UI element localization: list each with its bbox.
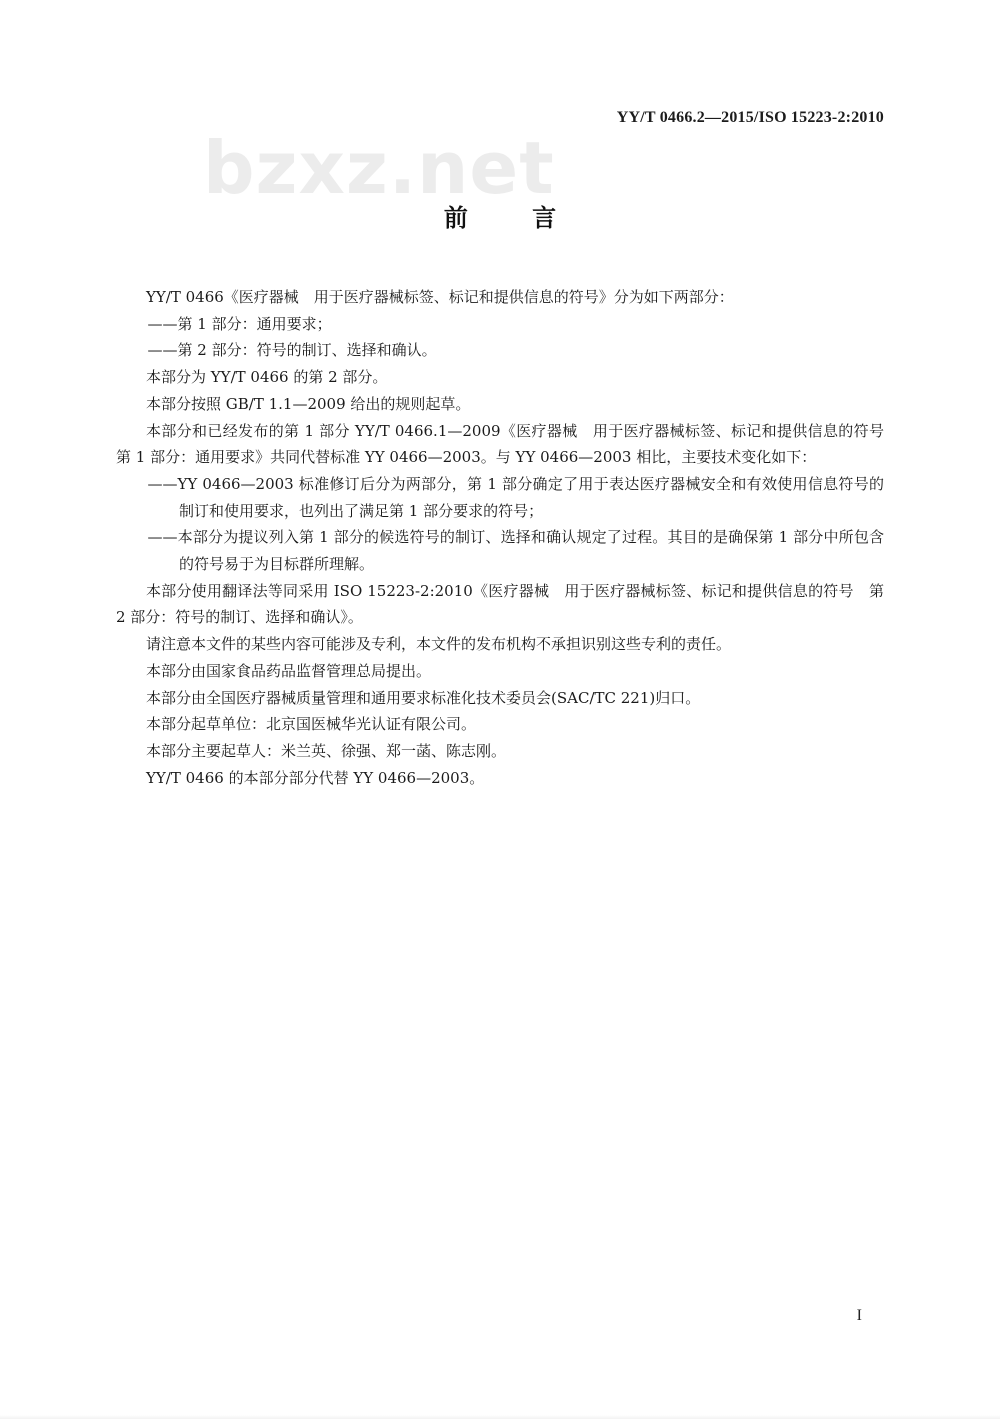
paragraph-committee: 本部分由全国医疗器械质量管理和通用要求标准化技术委员会(SAC/TC 221)归口。 — [146, 688, 701, 707]
watermark: bzxz.net — [203, 126, 555, 210]
foreword-body — [116, 284, 900, 791]
list-item-part-2: ——第 2 部分：符号的制订、选择和确认。 — [147, 341, 437, 360]
paragraph-proposed-by: 本部分由国家食品药品监督管理总局提出。 — [146, 661, 432, 680]
paragraph-replacement: 本部分和已经发布的第 1 部分 YY/T 0466.1—2009《医疗器械 用于医疗器械标签、标记和提供信息的符号 第 1 部分：通用要求》共同代替标准 YY 0466—2003。与 YY 0466—2003 相比，主要技术变化如下： — [116, 421, 900, 467]
document-code: YY/T 0466.2—2015/ISO 15223-2:2010 — [616, 109, 884, 126]
page-number: I — [856, 1307, 862, 1324]
paragraph-parts-intro: YY/T 0466《医疗器械 用于医疗器械标签、标记和提供信息的符号》分为如下两部分： — [146, 288, 734, 306]
list-item-part-1: ——第 1 部分：通用要求； — [147, 314, 332, 333]
paragraph-partial-replacement: YY/T 0466 的本部分部分代替 YY 0466—2003。 — [146, 768, 485, 787]
page-title: 前 言 — [443, 204, 585, 232]
paragraph-drafting-unit: 本部分起草单位：北京国医械华光认证有限公司。 — [146, 715, 477, 734]
paragraph-patent-notice: 请注意本文件的某些内容可能涉及专利，本文件的发布机构不承担识别这些专利的责任。 — [146, 635, 732, 654]
paragraph-this-part: 本部分为 YY/T 0466 的第 2 部分。 — [146, 368, 388, 387]
list-item-change-2: ——本部分为提议列入第 1 部分的候选符号的制订、选择和确认规定了过程。其目的是确保第 1 部分中所包含的符号易于为目标群所理解。 — [147, 528, 884, 574]
paragraph-drafters: 本部分主要起草人：米兰英、徐强、郑一菡、陈志刚。 — [146, 741, 507, 760]
page-edge — [0, 1415, 1000, 1419]
paragraph-adoption: 本部分使用翻译法等同采用 ISO 15223-2:2010《医疗器械 用于医疗器械标签、标记和提供信息的符号 第 2 部分：符号的制订、选择和确认》。 — [116, 581, 884, 627]
list-item-change-1: ——YY 0466—2003 标准修订后分为两部分，第 1 部分确定了用于表达医疗器械安全和有效使用信息符号的制订和使用要求，也列出了满足第 1 部分要求的符号； — [147, 474, 884, 520]
paragraph-drafting-rules: 本部分按照 GB/T 1.1—2009 给出的规则起草。 — [146, 394, 471, 413]
